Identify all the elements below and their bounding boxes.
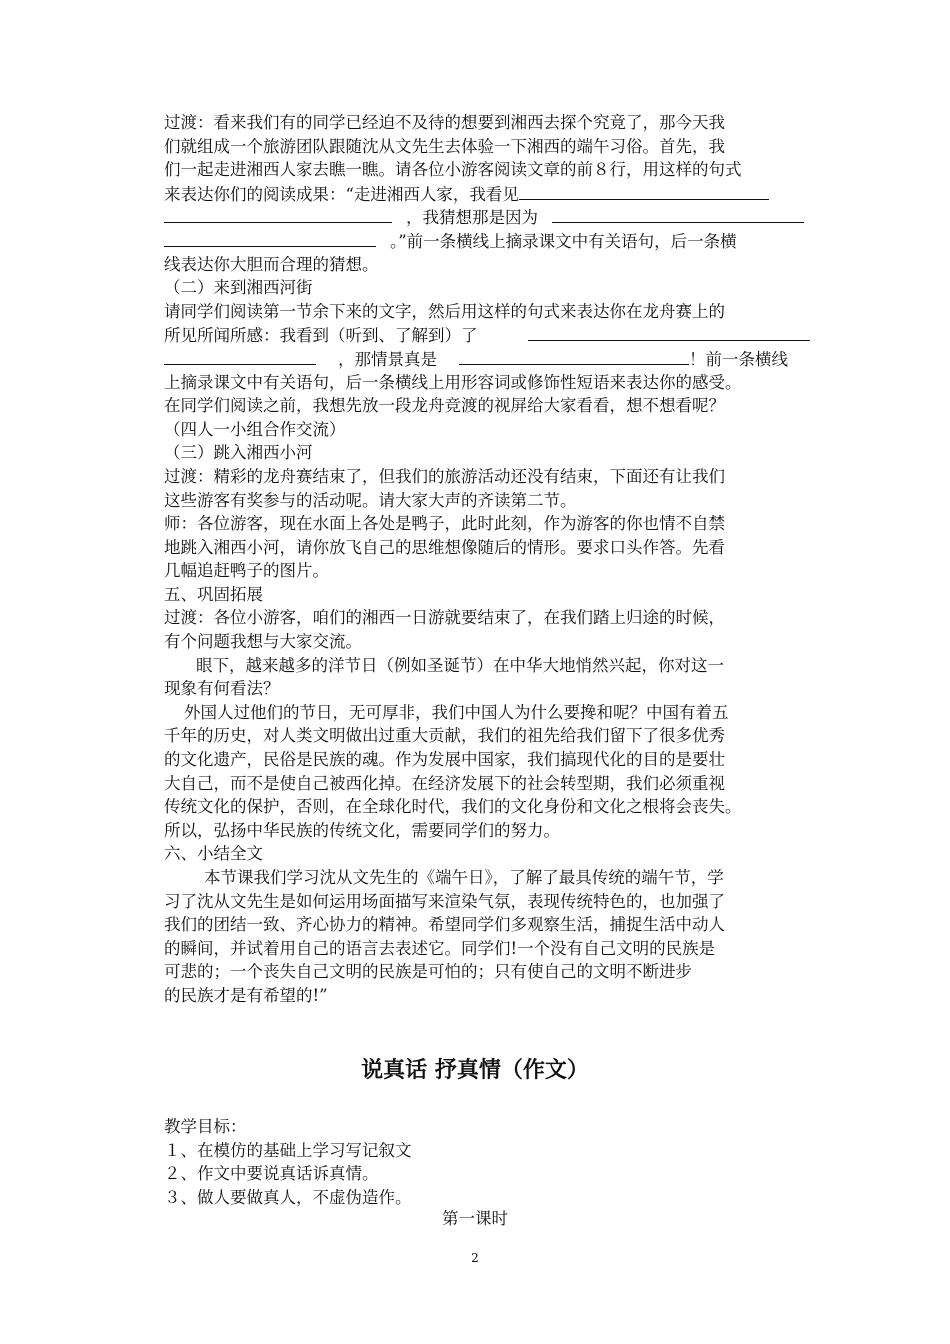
paragraph-line: 线表达你大胆而合理的猜想。 [164, 254, 379, 274]
essay-title: 说真话 抒真情（作文） [361, 1058, 589, 1083]
fill-in-blank [164, 205, 392, 223]
paragraph-line [164, 205, 840, 229]
paragraph-line: 传统文化的保护，否则，在全球化时代，我们的文化身份和文化之根将会丧失。 [164, 797, 742, 817]
paragraph-line: 地跳入湘西小河，请你放飞自己的思维想像随后的情形。要求口头作答。先看 [164, 537, 725, 557]
objective-item: ３、做人要做真人，不虚伪造作。 [164, 1187, 412, 1207]
section-heading: 五、巩固拓展 [164, 584, 263, 604]
lesson-plan-body [164, 111, 840, 1008]
paragraph-line: 这些游客有奖参与的活动呢。请大家大声的齐读第二节。 [164, 490, 577, 510]
paragraph-line: 可悲的；一个丧失自己文明的民族是可怕的；只有使自己的文明不断进步 [164, 962, 692, 982]
sentence-pattern-prompt: 来表达你们的阅读成果：“走进湘西人家，我看见 [164, 184, 519, 204]
paragraph-line: 过渡：精彩的龙舟赛结束了，但我们的旅游活动还没有结束，下面还有让我们 [164, 466, 725, 486]
paragraph-line: 本节课我们学习沈从文先生的《端午日》，了解了最具传统的端午节，学 [204, 868, 724, 887]
paragraph-line: 师：各位游客，现在水面上各处是鸭子，此时此刻，作为游客的你也情不自禁 [164, 514, 725, 534]
paragraph-line [164, 182, 840, 206]
sentence-pattern-prompt: 。”前一条横线上摘录课文中有关语句，后一条横 [390, 231, 737, 251]
section-heading: （二）来到湘西河街 [164, 278, 313, 298]
fill-in-blank [164, 229, 376, 247]
paragraph-line [164, 229, 840, 253]
paragraph-line: 过渡：各位小游客，咱们的湘西一日游就要结束了，在我们踏上归途的时候， [164, 608, 725, 628]
paragraph-line: 的文化遗产，民俗是民族的魂。作为发展中国家，我们搞现代化的目的是要壮 [164, 750, 725, 770]
objective-item: １、在模仿的基础上学习写记叙文 [164, 1140, 412, 1160]
sentence-pattern-prompt: ！前一条横线 [689, 349, 788, 369]
sentence-pattern-prompt: ，我猜想那是因为 [406, 208, 538, 228]
sentence-pattern-prompt: 所见所闻所感：我看到（听到、了解到）了 [164, 326, 478, 346]
paragraph-line: 们就组成一个旅游团队跟随沈从文先生去体验一下湘西的端午习俗。首先，我 [164, 136, 725, 156]
paragraph-line: 习了沈从文先生是如何运用场面描写来渲染气氛，表现传统特色的，也加强了 [164, 891, 725, 911]
page-number: 2 [471, 1251, 479, 1265]
section-heading: （三）跳入湘西小河 [164, 443, 313, 463]
sentence-pattern-prompt: ，那情景真是 [338, 349, 437, 369]
section-heading: 六、小结全文 [164, 844, 263, 864]
paragraph-line: 我们的团结一致、齐心协力的精神。希望同学们多观察生活，捕捉生活中动人 [164, 915, 725, 935]
paragraph-line: 请同学们阅读第一节余下来的文字，然后用这样的句式来表达你在龙舟赛上的 [164, 301, 725, 321]
fill-in-blank [459, 347, 689, 365]
teaching-objectives [164, 1115, 840, 1209]
objective-item: ２、作文中要说真话诉真情。 [164, 1164, 379, 1184]
paragraph-line: 眼下，越来越多的洋节日（例如圣诞节）在中华大地悄然兴起，你对这一 [196, 655, 724, 675]
objectives-heading: 教学目标： [164, 1117, 247, 1136]
fill-in-blank [164, 347, 316, 365]
fill-in-blank [552, 205, 804, 223]
paragraph-line: （四人一小组合作交流） [164, 419, 346, 439]
paragraph-line: 所以，弘扬中华民族的传统文化，需要同学们的努力。 [164, 820, 560, 840]
paragraph-line: 大自己，而不是使自己被西化掉。在经济发展下的社会转型期，我们必须重视 [164, 773, 725, 793]
paragraph-line: 过渡：看来我们有的同学已经迫不及待的想要到湘西去探个究竟了，那今天我 [164, 113, 725, 132]
paragraph-line: 有个问题我想与大家交流。 [164, 632, 362, 652]
paragraph-line: 们一起走进湘西人家去瞧一瞧。请各位小游客阅读文章的前８行，用这样的句式 [164, 160, 742, 180]
paragraph-line: 的瞬间，并试着用自己的语言去表述它。同学们!一个没有自己文明的民族是 [164, 938, 716, 958]
lesson-label: 第一课时 [442, 1209, 508, 1228]
paragraph-line: 的民族才是有希望的!” [164, 985, 328, 1005]
paragraph-line: 几幅追赶鸭子的图片。 [164, 561, 329, 581]
paragraph-line: 在同学们阅读之前，我想先放一段龙舟竞渡的视屏给大家看看，想不想看呢？ [164, 396, 725, 416]
paragraph-line [164, 323, 840, 347]
fill-in-blank [528, 323, 810, 341]
paragraph-line: 现象有何看法？ [164, 679, 280, 699]
paragraph-line: 千年的历史，对人类文明做出过重大贡献，我们的祖先给我们留下了很多优秀 [164, 726, 725, 746]
fill-in-blank [519, 182, 769, 200]
paragraph-line: 上摘录课文中有关语句，后一条横线上用形容词或修饰性短语来表达你的感受。 [164, 372, 742, 392]
paragraph-line [164, 347, 840, 371]
paragraph-line: 外国人过他们的节日，无可厚非，我们中国人为什么要搀和呢？中国有着五 [184, 702, 729, 722]
